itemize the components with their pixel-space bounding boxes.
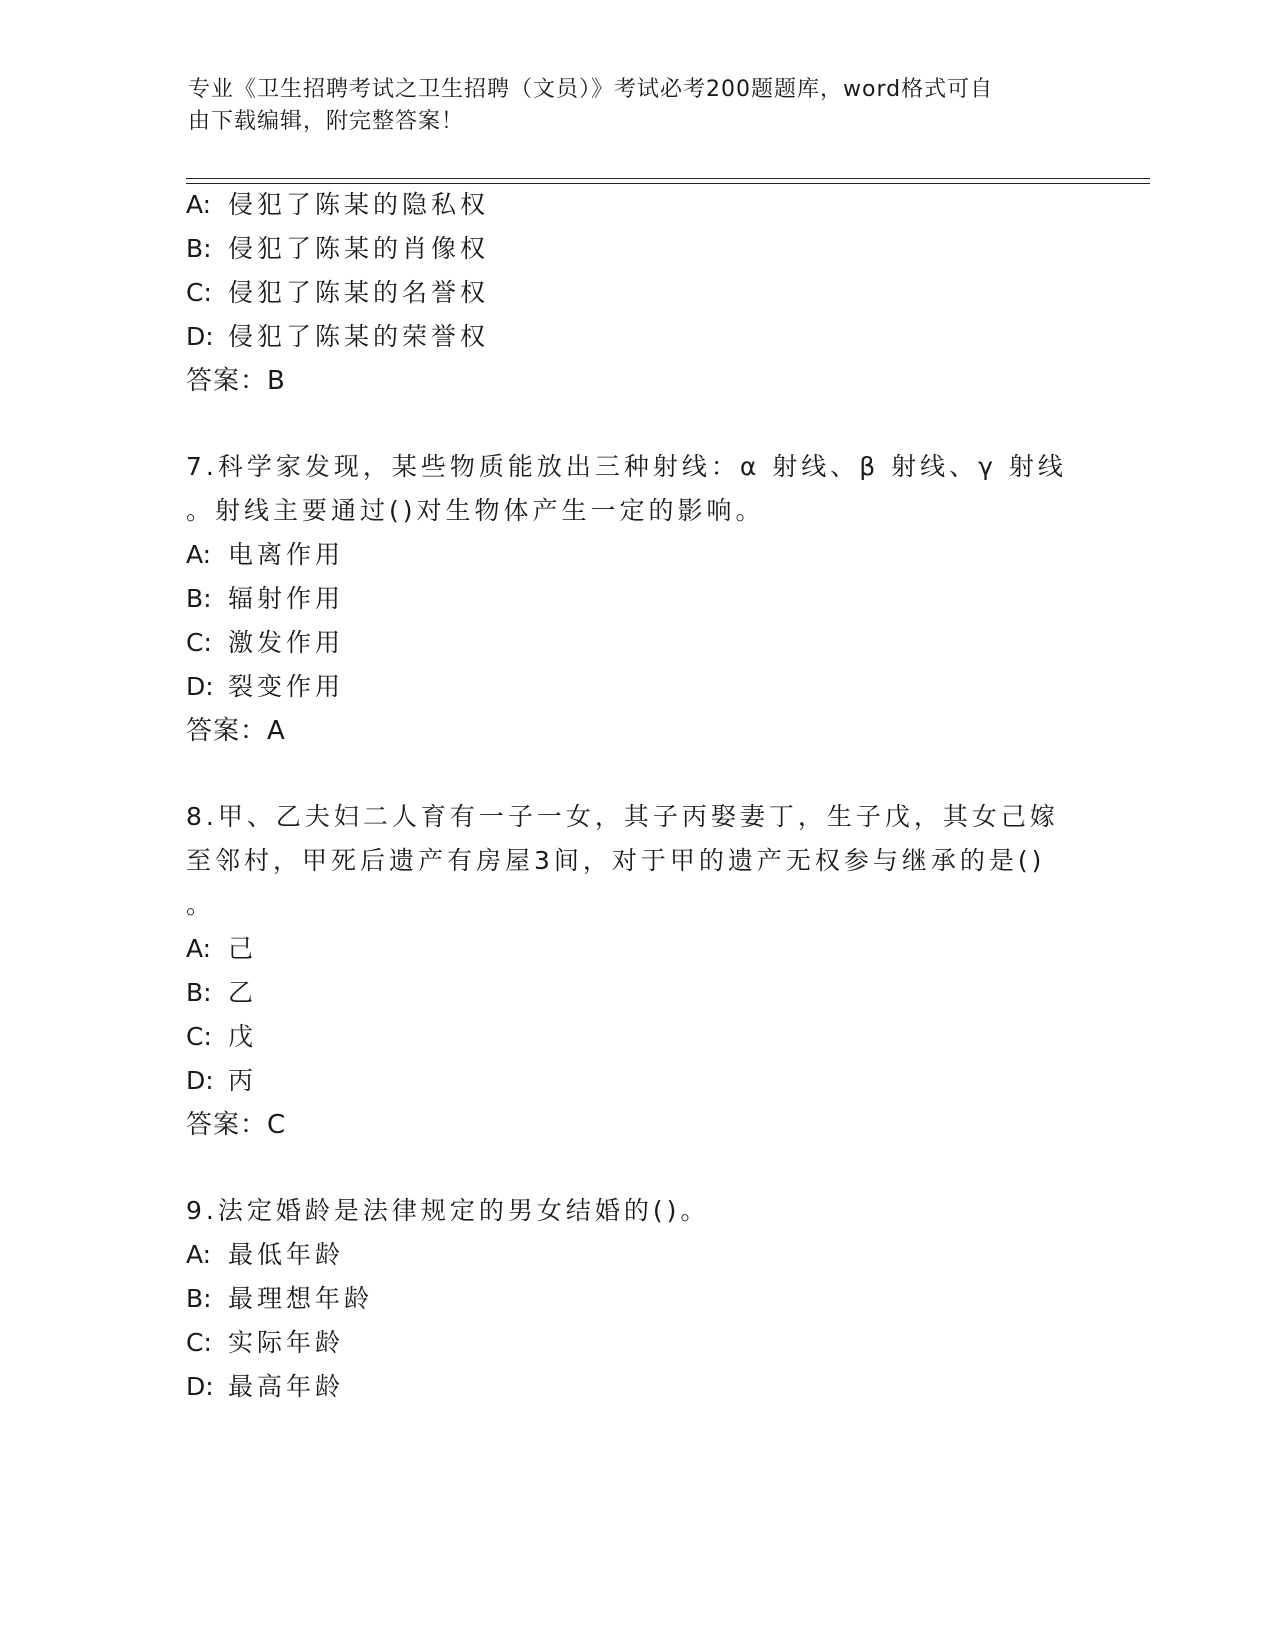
q7-question-line-2: 。射线主要通过()对生物体产生一定的影响。 (186, 496, 765, 525)
q9-option-a: A: 最低年龄 (186, 1240, 345, 1269)
q6-option-a: A: 侵犯了陈某的隐私权 (186, 190, 490, 219)
header-line-1: 专业《卫生招聘考试之卫生招聘（文员）》考试必考200题题库，word格式可自 (188, 77, 994, 102)
document-header (188, 74, 1068, 138)
q9-option-d: D: 最高年龄 (186, 1372, 345, 1401)
header-rule-bottom (186, 183, 1150, 184)
q9-option-b-text: 最理想年龄 (228, 1284, 374, 1313)
q6-option-b-text: 侵犯了陈某的肖像权 (228, 234, 490, 263)
q9-option-c-text: 实际年龄 (228, 1328, 345, 1357)
q8-option-d-text: 丙 (228, 1066, 258, 1095)
q8-option-b-text: 乙 (228, 978, 258, 1007)
q9-option-b: B: 最理想年龄 (186, 1284, 374, 1313)
header-line-2: 由下载编辑，附完整答案！ (188, 109, 465, 134)
q9-question-line-1: 9.法定婚龄是法律规定的男女结婚的()。 (186, 1196, 710, 1225)
q6-option-a-text: 侵犯了陈某的隐私权 (228, 190, 490, 219)
header-rule-top (186, 178, 1150, 179)
q6-option-c: C: 侵犯了陈某的名誉权 (186, 278, 490, 307)
q8-question-line-2: 至邻村，甲死后遗产有房屋3间，对于甲的遗产无权参与继承的是() (186, 846, 1046, 875)
q7-option-c: C: 激发作用 (186, 628, 345, 657)
q9-option-a-text: 最低年龄 (228, 1240, 345, 1269)
q8-option-c-text: 戊 (228, 1022, 258, 1051)
q7-option-a: A: 电离作用 (186, 540, 345, 569)
q8-question-line-3: 。 (186, 890, 216, 919)
q6-option-b: B: 侵犯了陈某的肖像权 (186, 234, 490, 263)
q9-option-d-text: 最高年龄 (228, 1372, 345, 1401)
q8-option-b: B: 乙 (186, 978, 258, 1007)
q6-option-c-text: 侵犯了陈某的名誉权 (228, 278, 490, 307)
q7-option-d: D: 裂变作用 (186, 672, 345, 701)
q9-option-c: C: 实际年龄 (186, 1328, 345, 1357)
q8-question-line-1: 8.甲、乙夫妇二人育有一子一女，其子丙娶妻丁，生子戊，其女己嫁 (186, 802, 1059, 831)
q6-answer: 答案：B (186, 366, 286, 396)
q7-option-b: B: 辐射作用 (186, 584, 345, 613)
q8-answer: 答案：C (186, 1110, 287, 1140)
q7-option-d-text: 裂变作用 (228, 672, 345, 701)
q8-option-d: D: 丙 (186, 1066, 258, 1095)
q6-option-d-text: 侵犯了陈某的荣誉权 (228, 322, 490, 351)
q7-answer: 答案：A (186, 716, 286, 746)
q7-option-c-text: 激发作用 (228, 628, 345, 657)
q8-option-a: A: 己 (186, 934, 258, 963)
q7-question-line-1: 7.科学家发现，某些物质能放出三种射线：α 射线、β 射线、γ 射线 (186, 452, 1067, 481)
q7-option-b-text: 辐射作用 (228, 584, 345, 613)
q8-option-a-text: 己 (228, 934, 258, 963)
q6-option-d: D: 侵犯了陈某的荣誉权 (186, 322, 490, 351)
q8-option-c: C: 戊 (186, 1022, 258, 1051)
q7-option-a-text: 电离作用 (228, 540, 345, 569)
